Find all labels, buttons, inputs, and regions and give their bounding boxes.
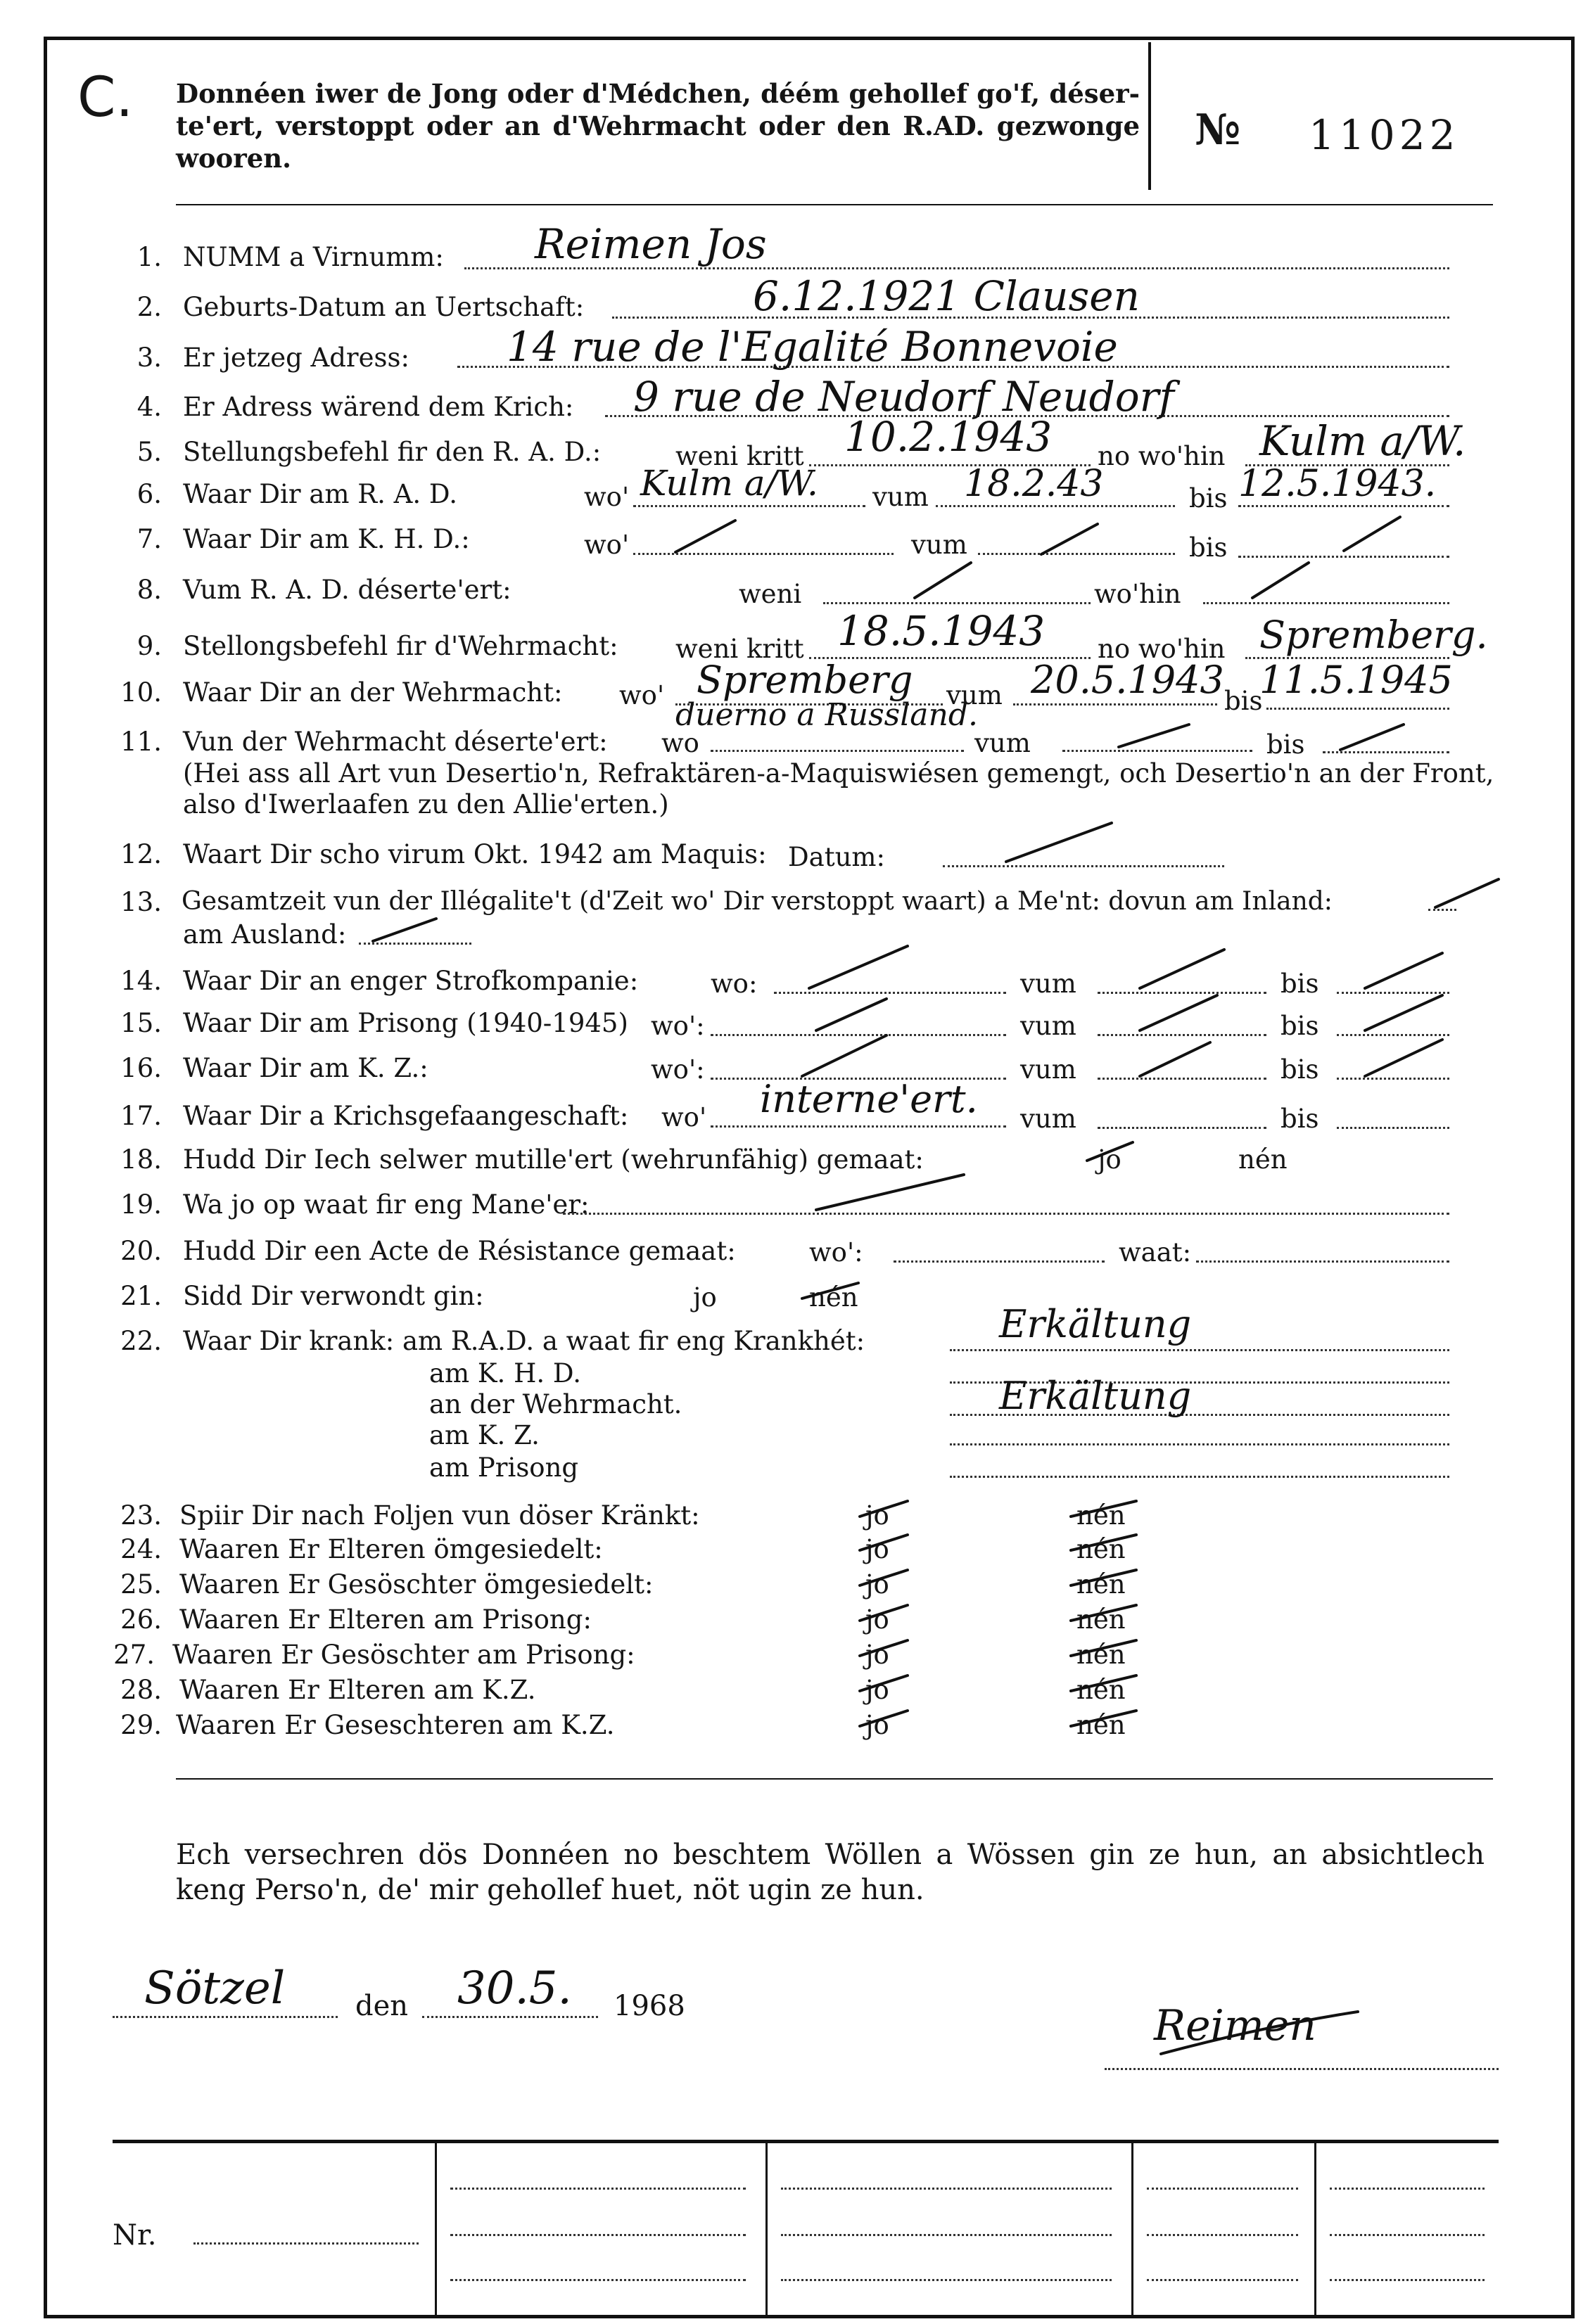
field-word: weni <box>739 579 802 609</box>
field-word: vum <box>1020 1054 1076 1085</box>
strike-mark <box>1071 1570 1136 1585</box>
item-number: 14. <box>120 966 162 996</box>
signing-year: 1968 <box>614 1990 685 2022</box>
item-label: Hudd Dir een Acte de Résistance gemaat: <box>183 1236 736 1266</box>
field-word: wo': <box>809 1237 863 1268</box>
strike-mark <box>1071 1640 1136 1656</box>
field-word: vum <box>872 482 929 512</box>
yes-option: jo <box>1098 1144 1121 1175</box>
item-number: 6. <box>136 479 162 509</box>
wehrmacht-to: 11.5.1945 <box>1259 658 1453 702</box>
item-label: Er Adress wärend dem Krich: <box>183 392 574 422</box>
field-word: bis <box>1280 1054 1319 1085</box>
item-label: Waar Dir an enger Strofkompanie: <box>183 966 639 996</box>
birth-value: 6.12.1921 Clausen <box>753 272 1140 320</box>
item-label: Waaren Er Elteren am Prisong: <box>179 1604 592 1635</box>
item-number: 28. <box>120 1675 162 1705</box>
dash-mark <box>809 946 908 988</box>
field-word: Datum: <box>788 842 885 872</box>
item-label: Waar Dir am K. H. D.: <box>183 524 470 554</box>
item-number: 2. <box>136 292 162 322</box>
item-label: Gesamtzeit vun der Illégalite't (d'Zeit wo' Dir verstoppt waart) a Me'nt: dovun am Inland: <box>182 887 1333 916</box>
yes-option: jo <box>865 1500 889 1531</box>
section-letter: C. <box>77 66 134 129</box>
item-number: 1. <box>136 242 162 272</box>
item-number: 12. <box>120 839 162 869</box>
item-number: 18. <box>120 1144 162 1175</box>
no-option: nén <box>1076 1604 1126 1635</box>
illness-sub-label: an der Wehrmacht. <box>429 1389 682 1419</box>
dash-mark <box>1041 524 1098 554</box>
strike-mark <box>802 1283 858 1298</box>
desertion-place: duerno a Russland. <box>675 697 979 733</box>
signing-place: Sötzel <box>144 1962 286 2015</box>
dash-mark <box>1140 950 1224 988</box>
item-number: 27. <box>113 1640 155 1670</box>
dash-mark <box>373 919 436 941</box>
no-option: nén <box>1076 1534 1126 1564</box>
item-number: 17. <box>120 1101 162 1131</box>
yes-option: jo <box>865 1534 889 1564</box>
signature: Reimen <box>1154 2001 1316 2050</box>
item-number: 22. <box>120 1326 162 1356</box>
signature-underline <box>1161 2012 1358 2054</box>
yes-option: jo <box>693 1282 717 1313</box>
yes-option: jo <box>865 1569 889 1600</box>
field-word: wo' <box>619 680 665 710</box>
dash-mark <box>1252 563 1309 598</box>
item-label: Waar Dir a Krichsgefaangeschaft: <box>183 1101 629 1131</box>
declaration-text: Ech versechren dös Donnéen no beschtem Wöllen a Wössen gin ze hun, an absichtlech keng Perso'n, de' mir gehollef huet, nöt ugin ze hun. <box>176 1839 1485 1906</box>
item-label: Sidd Dir verwondt gin: <box>183 1281 484 1311</box>
item-label: Waaren Er Gesöschter am Prisong: <box>172 1640 635 1670</box>
field-word: wo' <box>584 530 630 560</box>
rad-place: Kulm a/W. <box>640 463 818 504</box>
strike-mark <box>1071 1605 1136 1621</box>
captivity-place: interne'ert. <box>760 1077 978 1121</box>
wehrmacht-from: 20.5.1943 <box>1031 658 1224 702</box>
strike-mark <box>1071 1675 1136 1691</box>
dash-mark <box>816 1175 964 1210</box>
strike-mark <box>860 1535 908 1550</box>
field-word: vum <box>1020 1011 1076 1041</box>
item-number: 16. <box>120 1053 162 1083</box>
den-label: den <box>355 1990 409 2022</box>
signing-date: 30.5. <box>457 1962 572 2015</box>
strike-mark <box>860 1711 908 1726</box>
field-word: am Ausland: <box>183 919 347 950</box>
number-sign: № <box>1195 106 1241 155</box>
yes-option: jo <box>865 1675 889 1705</box>
item-number: 21. <box>120 1281 162 1311</box>
rad-to: 12.5.1943. <box>1238 463 1437 505</box>
field-word: vum <box>911 530 967 560</box>
item-label: Vun der Wehrmacht déserte'ert: <box>183 727 608 757</box>
field-word: vum <box>1020 1104 1076 1134</box>
field-word: wo': <box>651 1011 705 1041</box>
field-word: vum <box>946 680 1003 710</box>
no-option: nén <box>1076 1640 1126 1670</box>
item-label: Waar Dir am K. Z.: <box>183 1053 428 1083</box>
item-label: NUMM a Virnumm: <box>183 242 444 272</box>
field-word: vum <box>974 728 1031 758</box>
illness-wehrmacht: Erkältung <box>999 1374 1192 1418</box>
field-word: wo': <box>651 1054 705 1085</box>
illness-rad: Erkältung <box>999 1302 1192 1346</box>
dash-mark <box>816 999 887 1030</box>
field-word: weni kritt <box>675 441 804 471</box>
item-number: 8. <box>136 575 162 605</box>
item-label: Waar Dir an der Wehrmacht: <box>183 677 563 708</box>
dash-mark <box>915 563 971 598</box>
item-label: Wa jo op waat fir eng Mane'er: <box>183 1189 590 1220</box>
strike-mark <box>1071 1711 1136 1726</box>
wehrmacht-place: Spremberg <box>697 658 913 702</box>
item-number: 26. <box>120 1604 162 1635</box>
item-label: Stellongsbefehl fir d'Wehrmacht: <box>183 631 618 661</box>
yes-option: jo <box>865 1604 889 1635</box>
no-option: nén <box>1076 1675 1126 1705</box>
item-label: Waar Dir krank: am R.A.D. a waat fir eng Krankhét: <box>183 1326 865 1356</box>
desertion-note: (Hei ass all Art vun Desertio'n, Refraktären-a-Maquiswiésen gemengt, och Desertio'n an der Front, also d'Iwerlaafen zu den Allie'erten.) <box>183 758 1494 819</box>
wehrmacht-order-date: 18.5.1943 <box>837 607 1046 655</box>
war-address-value: 9 rue de Neudorf Neudorf <box>633 373 1174 421</box>
item-number: 9. <box>136 631 162 661</box>
strike-mark <box>860 1640 908 1656</box>
rad-order-place: Kulm a/W. <box>1259 417 1466 465</box>
item-number: 13. <box>120 887 162 917</box>
strike-mark <box>1071 1501 1136 1517</box>
item-label: Waaren Er Elteren ömgesiedelt: <box>179 1534 603 1564</box>
item-number: 24. <box>120 1534 162 1564</box>
strike-mark <box>860 1605 908 1621</box>
item-label: Er jetzeg Adress: <box>183 343 409 373</box>
field-word: bis <box>1189 483 1228 513</box>
field-word: wo'hin <box>1094 579 1181 609</box>
item-label: Waar Dir am Prisong (1940-1945) <box>183 1008 628 1038</box>
dash-mark <box>1365 953 1442 988</box>
dash-mark <box>1119 724 1189 747</box>
item-label: Vum R. A. D. déserte'ert: <box>183 575 511 605</box>
field-word: wo' <box>584 482 630 512</box>
item-label: Stellungsbefehl fir den R. A. D.: <box>183 437 602 467</box>
field-word: bis <box>1280 1011 1319 1041</box>
strike-mark <box>860 1570 908 1585</box>
strike-mark <box>860 1501 908 1517</box>
dash-mark <box>1340 724 1404 750</box>
address-value: 14 rue de l'Egalité Bonnevoie <box>507 323 1118 371</box>
dash-mark <box>1140 995 1217 1030</box>
no-option: nén <box>1076 1500 1126 1531</box>
item-label: Spiir Dir nach Foljen vun döser Kränkt: <box>179 1500 700 1531</box>
rad-order-date: 10.2.1943 <box>844 413 1053 461</box>
field-word: wo: <box>711 969 758 999</box>
field-word: bis <box>1280 969 1319 999</box>
field-word: no wo'hin <box>1098 634 1226 664</box>
item-number: 19. <box>120 1189 162 1220</box>
name-value: Reimen Jos <box>535 220 767 268</box>
header-text: Donnéen iwer de Jong oder d'Médchen, déém gehollef go'f, déser-te'ert, verstoppt oder an d'Wehrmacht oder den R.AD. gezwonge wooren. <box>176 78 1140 174</box>
field-word: wo' <box>661 1102 707 1132</box>
rad-from: 18.2.43 <box>964 463 1104 505</box>
dash-mark <box>1365 1040 1442 1076</box>
nr-label: Nr. <box>113 2219 157 2252</box>
strike-mark <box>860 1675 908 1691</box>
item-label: Waaren Er Geseschteren am K.Z. <box>176 1710 615 1740</box>
dash-mark <box>1006 823 1112 862</box>
field-word: bis <box>1280 1104 1319 1134</box>
item-number: 11. <box>120 727 162 757</box>
illness-sub-label: am K. Z. <box>429 1420 540 1450</box>
field-word: bis <box>1224 686 1263 716</box>
form-number: 11022 <box>1309 111 1460 159</box>
item-label: Waart Dir scho virum Okt. 1942 am Maquis: <box>183 839 767 869</box>
item-label: Waar Dir am R. A. D. <box>183 479 457 509</box>
item-number: 10. <box>120 677 162 708</box>
dash-mark <box>1140 1042 1210 1076</box>
dash-mark <box>1344 517 1400 551</box>
item-number: 5. <box>136 437 162 467</box>
strike-mark <box>1071 1535 1136 1550</box>
item-number: 7. <box>136 524 162 554</box>
dash-mark <box>802 1035 887 1076</box>
wehrmacht-order-place: Spremberg. <box>1259 613 1488 657</box>
item-number: 4. <box>136 392 162 422</box>
field-word: bis <box>1189 532 1228 563</box>
no-option: nén <box>1076 1569 1126 1600</box>
no-option: nén <box>1238 1144 1288 1175</box>
field-word: waat: <box>1119 1237 1192 1268</box>
yes-option: jo <box>865 1710 889 1740</box>
dash-mark <box>1435 879 1499 907</box>
item-label: Geburts-Datum an Uertschaft: <box>183 292 585 322</box>
yes-option: jo <box>865 1640 889 1670</box>
item-label: Waaren Er Gesöschter ömgesiedelt: <box>179 1569 654 1600</box>
field-word: wo <box>661 728 699 758</box>
no-option: nén <box>809 1282 858 1313</box>
item-number: 23. <box>120 1500 162 1531</box>
item-number: 20. <box>120 1236 162 1266</box>
illness-sub-label: am K. H. D. <box>429 1358 581 1388</box>
field-word: weni kritt <box>675 634 804 664</box>
item-label: Hudd Dir Iech selwer mutille'ert (wehrunfähig) gemaat: <box>183 1144 924 1175</box>
dash-mark <box>1365 995 1442 1030</box>
item-number: 29. <box>120 1710 162 1740</box>
strike-mark <box>1087 1142 1133 1161</box>
field-word: vum <box>1020 969 1076 999</box>
dash-mark <box>675 521 735 552</box>
item-number: 15. <box>120 1008 162 1038</box>
item-label: Waaren Er Elteren am K.Z. <box>179 1675 536 1705</box>
field-word: bis <box>1266 729 1305 760</box>
illness-sub-label: am Prisong <box>429 1452 579 1483</box>
item-number: 25. <box>120 1569 162 1600</box>
field-word: no wo'hin <box>1098 441 1226 471</box>
no-option: nén <box>1076 1710 1126 1740</box>
item-number: 3. <box>136 343 162 373</box>
